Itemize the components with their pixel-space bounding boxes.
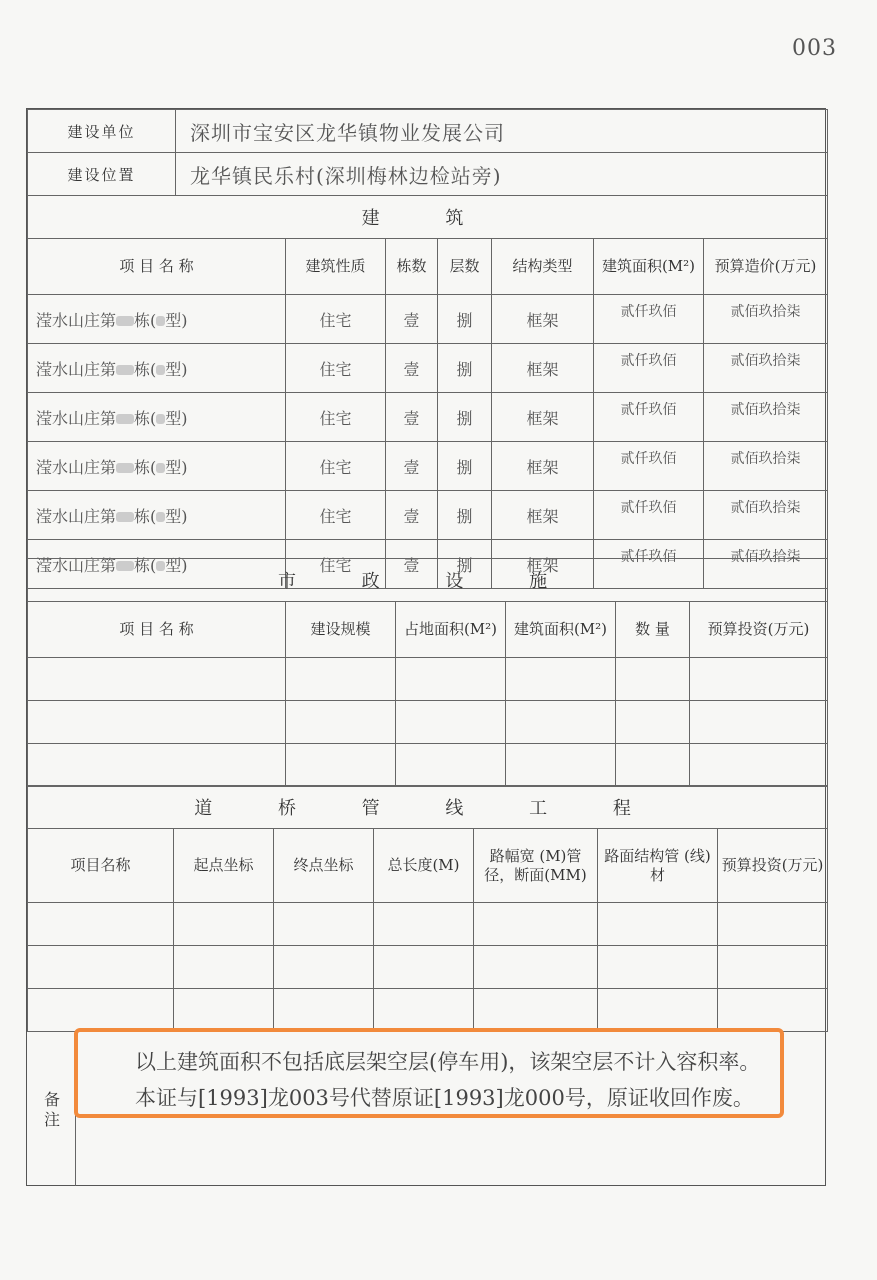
building-count: 壹	[386, 442, 438, 491]
redaction-mark	[116, 512, 134, 522]
floor-count: 捌	[438, 540, 492, 589]
road-table	[27, 785, 828, 1032]
table-row	[28, 701, 828, 744]
building-area: 贰仟玖佰	[594, 491, 704, 540]
col-header: 建筑面积(M²)	[594, 239, 704, 295]
budget-cost: 贰佰玖拾柒	[704, 491, 828, 540]
col-header: 起点坐标	[174, 829, 274, 903]
municipal-section-title: 市 政 设 施	[28, 559, 828, 602]
table-row	[28, 442, 828, 491]
col-header: 栋数	[386, 239, 438, 295]
name-suffix: 型)	[165, 457, 188, 477]
building-nature: 住宅	[286, 393, 386, 442]
building-count: 壹	[386, 393, 438, 442]
project-name	[28, 393, 286, 442]
floor-count: 捌	[438, 393, 492, 442]
redaction-mark	[156, 512, 165, 522]
name-prefix: 滢水山庄第	[36, 506, 117, 526]
floor-count: 捌	[438, 295, 492, 344]
name-prefix: 滢水山庄第	[36, 555, 117, 575]
col-header: 占地面积(M²)	[396, 602, 506, 658]
budget-cost: 贰佰玖拾柒	[704, 295, 828, 344]
redaction-mark	[116, 414, 134, 424]
unit-value: 深圳市宝安区龙华镇物业发展公司	[176, 110, 828, 153]
name-prefix: 滢水山庄第	[36, 457, 117, 477]
structure-type: 框架	[492, 344, 594, 393]
col-header: 预算投资(万元)	[718, 829, 828, 903]
floor-count: 捌	[438, 442, 492, 491]
col-header: 建筑性质	[286, 239, 386, 295]
redaction-mark	[116, 463, 134, 473]
structure-type: 框架	[492, 491, 594, 540]
structure-type: 框架	[492, 393, 594, 442]
table-row	[28, 903, 828, 946]
name-suffix: 型)	[165, 506, 188, 526]
remarks-line-1: 以上建筑面积不包括底层架空层(停车用)，该架空层不计入容积率。	[135, 1050, 761, 1074]
table-row	[28, 946, 828, 989]
col-header: 数 量	[616, 602, 690, 658]
table-row	[28, 989, 828, 1032]
redaction-mark	[156, 365, 165, 375]
building-count: 壹	[386, 295, 438, 344]
info-table	[27, 109, 828, 196]
floor-count: 捌	[438, 344, 492, 393]
building-area: 贰仟玖佰	[594, 442, 704, 491]
col-header: 层数	[438, 239, 492, 295]
building-area: 贰仟玖佰	[594, 540, 704, 589]
location-label: 建设位置	[28, 153, 176, 196]
redaction-mark	[116, 316, 134, 326]
municipal-header-row	[28, 602, 828, 658]
location-row	[28, 153, 828, 196]
building-nature: 住宅	[286, 295, 386, 344]
project-name	[28, 295, 286, 344]
col-header: 终点坐标	[274, 829, 374, 903]
floor-count: 捌	[438, 491, 492, 540]
building-nature: 住宅	[286, 442, 386, 491]
name-mid: 栋(	[134, 408, 157, 428]
building-area: 贰仟玖佰	[594, 393, 704, 442]
name-mid: 栋(	[134, 457, 157, 477]
table-row	[28, 344, 828, 393]
col-header: 预算投资(万元)	[690, 602, 828, 658]
project-name	[28, 344, 286, 393]
name-mid: 栋(	[134, 555, 157, 575]
remarks-label: 备注	[43, 1090, 60, 1129]
name-suffix: 型)	[165, 555, 188, 575]
name-mid: 栋(	[134, 506, 157, 526]
redaction-mark	[156, 414, 165, 424]
building-table	[27, 195, 828, 589]
structure-type: 框架	[492, 442, 594, 491]
road-header-row	[28, 829, 828, 903]
col-header: 项 目 名 称	[28, 239, 286, 295]
building-area: 贰仟玖佰	[594, 344, 704, 393]
project-name	[28, 491, 286, 540]
col-header: 项 目 名 称	[28, 602, 286, 658]
building-count: 壹	[386, 491, 438, 540]
name-mid: 栋(	[134, 310, 157, 330]
highlight-box	[74, 1028, 784, 1118]
col-header: 预算造价(万元)	[704, 239, 828, 295]
building-nature: 住宅	[286, 491, 386, 540]
building-nature: 住宅	[286, 540, 386, 589]
location-value: 龙华镇民乐村(深圳梅林边检站旁)	[176, 153, 828, 196]
building-section-title: 建 筑	[28, 196, 828, 239]
road-section-title: 道 桥 管 线 工 程	[28, 786, 828, 829]
page-number: 003	[792, 36, 837, 61]
remarks-line-2: 本证与[1993]龙003号代替原证[1993]龙000号，原证收回作废。	[135, 1086, 754, 1110]
col-header: 路幅宽 (M)管径，断面(MM)	[474, 829, 598, 903]
table-row	[28, 491, 828, 540]
col-header: 建筑面积(M²)	[506, 602, 616, 658]
table-row	[28, 393, 828, 442]
name-suffix: 型)	[165, 310, 188, 330]
building-count: 壹	[386, 540, 438, 589]
building-header-row	[28, 239, 828, 295]
name-mid: 栋(	[134, 359, 157, 379]
name-suffix: 型)	[165, 359, 188, 379]
col-header: 路面结构管 (线) 材	[598, 829, 718, 903]
structure-type: 框架	[492, 295, 594, 344]
name-prefix: 滢水山庄第	[36, 310, 117, 330]
building-count: 壹	[386, 344, 438, 393]
budget-cost: 贰佰玖拾柒	[704, 344, 828, 393]
building-nature: 住宅	[286, 344, 386, 393]
unit-label: 建设单位	[28, 110, 176, 153]
col-header: 项目名称	[28, 829, 174, 903]
redaction-mark	[156, 316, 165, 326]
table-row	[28, 295, 828, 344]
col-header: 结构类型	[492, 239, 594, 295]
table-row	[28, 744, 828, 787]
col-header: 建设规模	[286, 602, 396, 658]
remarks-label-cell	[27, 1032, 76, 1186]
redaction-mark	[156, 463, 165, 473]
redaction-mark	[116, 365, 134, 375]
unit-row	[28, 110, 828, 153]
name-prefix: 滢水山庄第	[36, 359, 117, 379]
building-area: 贰仟玖佰	[594, 295, 704, 344]
budget-cost: 贰佰玖拾柒	[704, 540, 828, 589]
project-name	[28, 442, 286, 491]
col-header: 总长度(M)	[374, 829, 474, 903]
structure-type: 框架	[492, 540, 594, 589]
name-prefix: 滢水山庄第	[36, 408, 117, 428]
name-suffix: 型)	[165, 408, 188, 428]
permit-document	[26, 108, 826, 1186]
table-row	[28, 658, 828, 701]
budget-cost: 贰佰玖拾柒	[704, 393, 828, 442]
budget-cost: 贰佰玖拾柒	[704, 442, 828, 491]
